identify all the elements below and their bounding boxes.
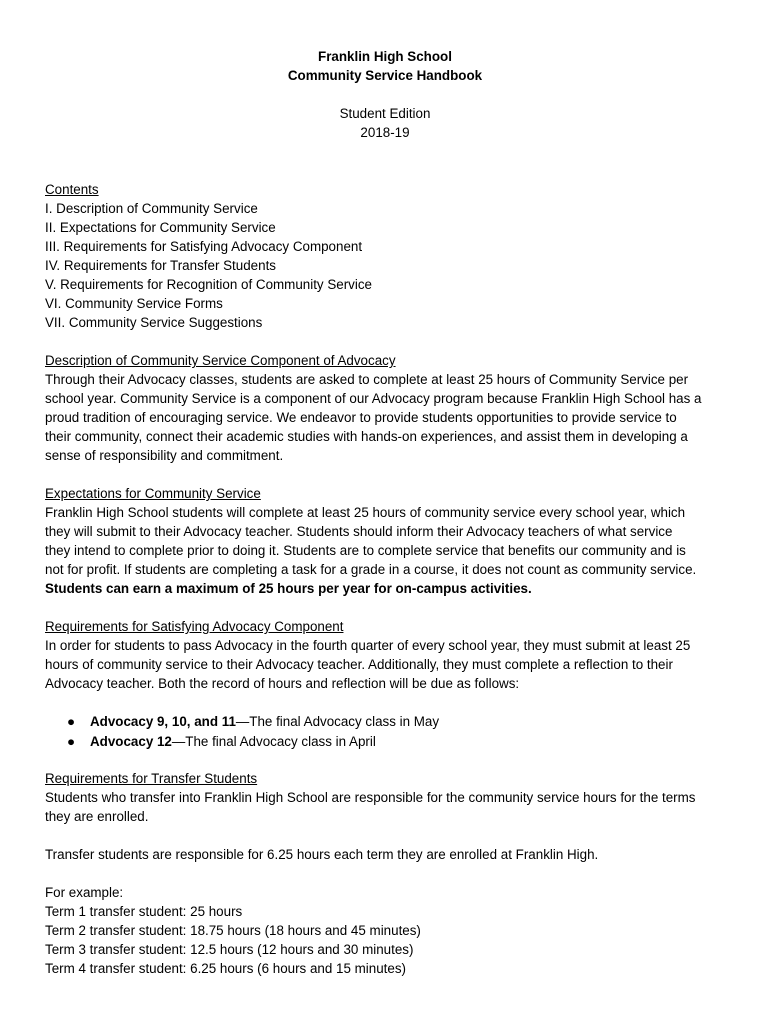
transfer-heading: Requirements for Transfer Students: [45, 771, 258, 786]
contents-item: IV. Requirements for Transfer Students: [45, 258, 276, 273]
transfer-line: they are enrolled.: [45, 809, 149, 824]
expectations-line: not for profit. If students are completing a task for a grade in a course, it does not count as community service.: [45, 562, 697, 577]
requirements-line: hours of community service to their Advocacy teacher. Additionally, they must complete a reflection to their: [45, 657, 673, 672]
description-heading: Description of Community Service Component of Advocacy: [45, 353, 396, 368]
year-label: 2018-19: [360, 125, 410, 140]
example-item: Term 3 transfer student: 12.5 hours (12 hours and 30 minutes): [45, 942, 414, 957]
bullet-icon: ●: [67, 714, 76, 729]
requirements-line: In order for students to pass Advocacy in the fourth quarter of every school year, they must submit at least 25: [45, 638, 691, 653]
expectations-heading: Expectations for Community Service: [45, 486, 261, 501]
requirements-heading: Requirements for Satisfying Advocacy Component: [45, 619, 344, 634]
contents-item: VI. Community Service Forms: [45, 296, 223, 311]
example-item: Term 1 transfer student: 25 hours: [45, 904, 243, 919]
description-line: sense of responsibility and commitment.: [45, 448, 284, 463]
expectations-line: Franklin High School students will complete at least 25 hours of community service every school year, which: [45, 505, 686, 520]
description-line: Through their Advocacy classes, students are asked to complete at least 25 hours of Community Service per: [45, 372, 689, 387]
expectations-line: they intend to complete prior to doing it. Students are to complete service that benefits our community and is: [45, 543, 686, 558]
requirements-line: Advocacy teacher. Both the record of hours and reflection will be due as follows:: [45, 676, 520, 691]
contents-item: VII. Community Service Suggestions: [45, 315, 263, 330]
school-title: Franklin High School: [318, 49, 452, 64]
transfer-responsibility: Transfer students are responsible for 6.25 hours each term they are enrolled at Franklin High.: [45, 847, 599, 862]
bullet-icon: ●: [67, 734, 76, 749]
on-campus-limit-note: Students can earn a maximum of 25 hours per year for on-campus activities.: [45, 581, 532, 596]
contents-item: III. Requirements for Satisfying Advocacy Component: [45, 239, 363, 254]
description-line: their community, connect their academic studies with hands-on experiences, and assist them in developing a: [45, 429, 688, 444]
bullet-text: —The final Advocacy class in April: [171, 734, 376, 749]
description-line: school year. Community Service is a component of our Advocacy program because Franklin High School has a: [45, 391, 702, 406]
handbook-title: Community Service Handbook: [287, 68, 483, 83]
bullet-bold: Advocacy 9, 10, and 11: [90, 714, 236, 729]
list-item: [67, 732, 376, 751]
example-item: Term 2 transfer student: 18.75 hours (18 hours and 45 minutes): [45, 923, 421, 938]
contents-item: II. Expectations for Community Service: [45, 220, 276, 235]
bullet-text: —The final Advocacy class in May: [235, 714, 440, 729]
description-line: proud tradition of encouraging service. We endeavor to provide students opportunities to provide service to: [45, 410, 677, 425]
example-item: Term 4 transfer student: 6.25 hours (6 hours and 15 minutes): [45, 961, 406, 976]
edition-label: Student Edition: [339, 106, 431, 121]
contents-heading: Contents: [45, 182, 99, 197]
bullet-bold: Advocacy 12: [90, 734, 172, 749]
contents-item: V. Requirements for Recognition of Community Service: [45, 277, 372, 292]
contents-item: I. Description of Community Service: [45, 201, 258, 216]
example-label: For example:: [45, 885, 124, 900]
expectations-line: they will submit to their Advocacy teacher. Students should inform their Advocacy teachers of what service: [45, 524, 673, 539]
transfer-line: Students who transfer into Franklin High School are responsible for the community service hours for the terms: [45, 790, 696, 805]
list-item: [67, 712, 439, 731]
